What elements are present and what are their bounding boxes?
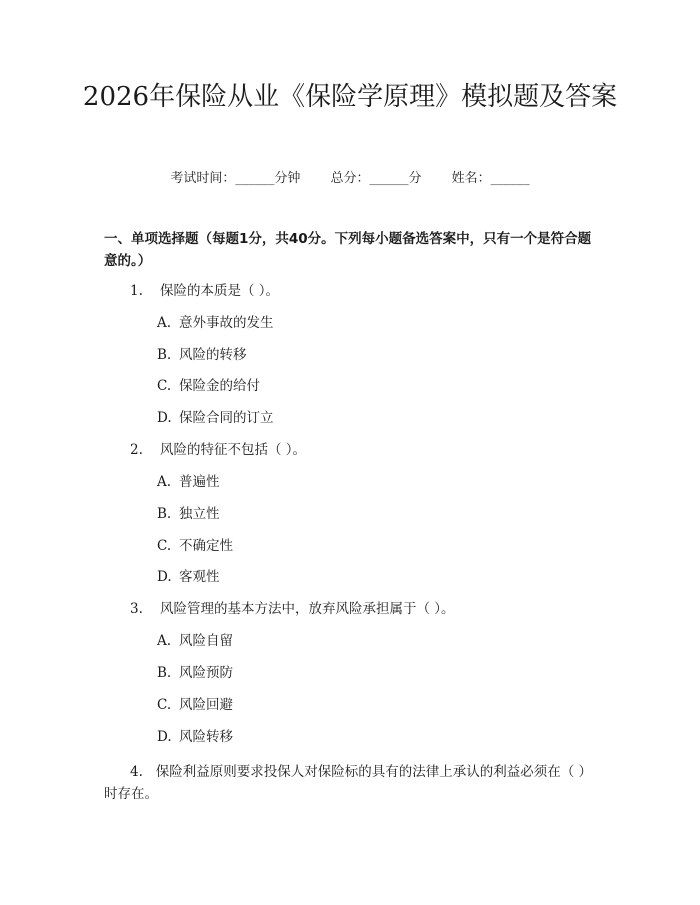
question-number: 3.: [130, 601, 143, 617]
option-3b: B. 风险预防: [157, 665, 233, 681]
option-2c: C. 不确定性: [157, 538, 233, 554]
section-heading: 一、单项选择题（每题1分，共40分。下列每小题备选答案中，只有一个是符合题意的。）: [104, 231, 592, 269]
question-number: 2.: [130, 442, 143, 458]
question-2: [130, 440, 306, 460]
exam-info: [0, 167, 700, 186]
option-1a: A. 意外事故的发生: [157, 315, 274, 331]
option-2b: B. 独立性: [157, 506, 220, 522]
option-1c: C. 保险金的给付: [157, 378, 260, 394]
question-number: 4.: [130, 764, 143, 780]
candidate-name: 姓名：______: [451, 171, 530, 186]
document-title: 2026年保险从业《保险学原理》模拟题及答案: [82, 82, 618, 112]
question-text: 风险管理的基本方法中，放弃风险承担属于（ ）。: [160, 601, 455, 617]
option-3d: D. 风险转移: [157, 729, 233, 745]
question-text: 保险利益原则要求投保人对保险标的具有的法律上承认的利益必须在（ ）时存在。: [104, 764, 593, 802]
exam-time: 考试时间：______分钟: [170, 171, 301, 186]
question-text: 保险的本质是（ ）。: [160, 283, 280, 299]
question-number: 1.: [130, 283, 143, 299]
option-1d: D. 保险合同的订立: [157, 410, 274, 426]
option-3a: A. 风险自留: [157, 633, 233, 649]
question-text: 风险的特征不包括（ ）。: [160, 442, 307, 458]
question-4: [104, 761, 604, 805]
option-2a: A. 普遍性: [157, 474, 220, 490]
total-score: 总分：______分: [330, 171, 422, 186]
question-3: [130, 599, 455, 619]
question-1: [130, 281, 279, 301]
option-2d: D. 客观性: [157, 569, 220, 585]
option-3c: C. 风险回避: [157, 697, 233, 713]
option-1b: B. 风险的转移: [157, 347, 247, 363]
